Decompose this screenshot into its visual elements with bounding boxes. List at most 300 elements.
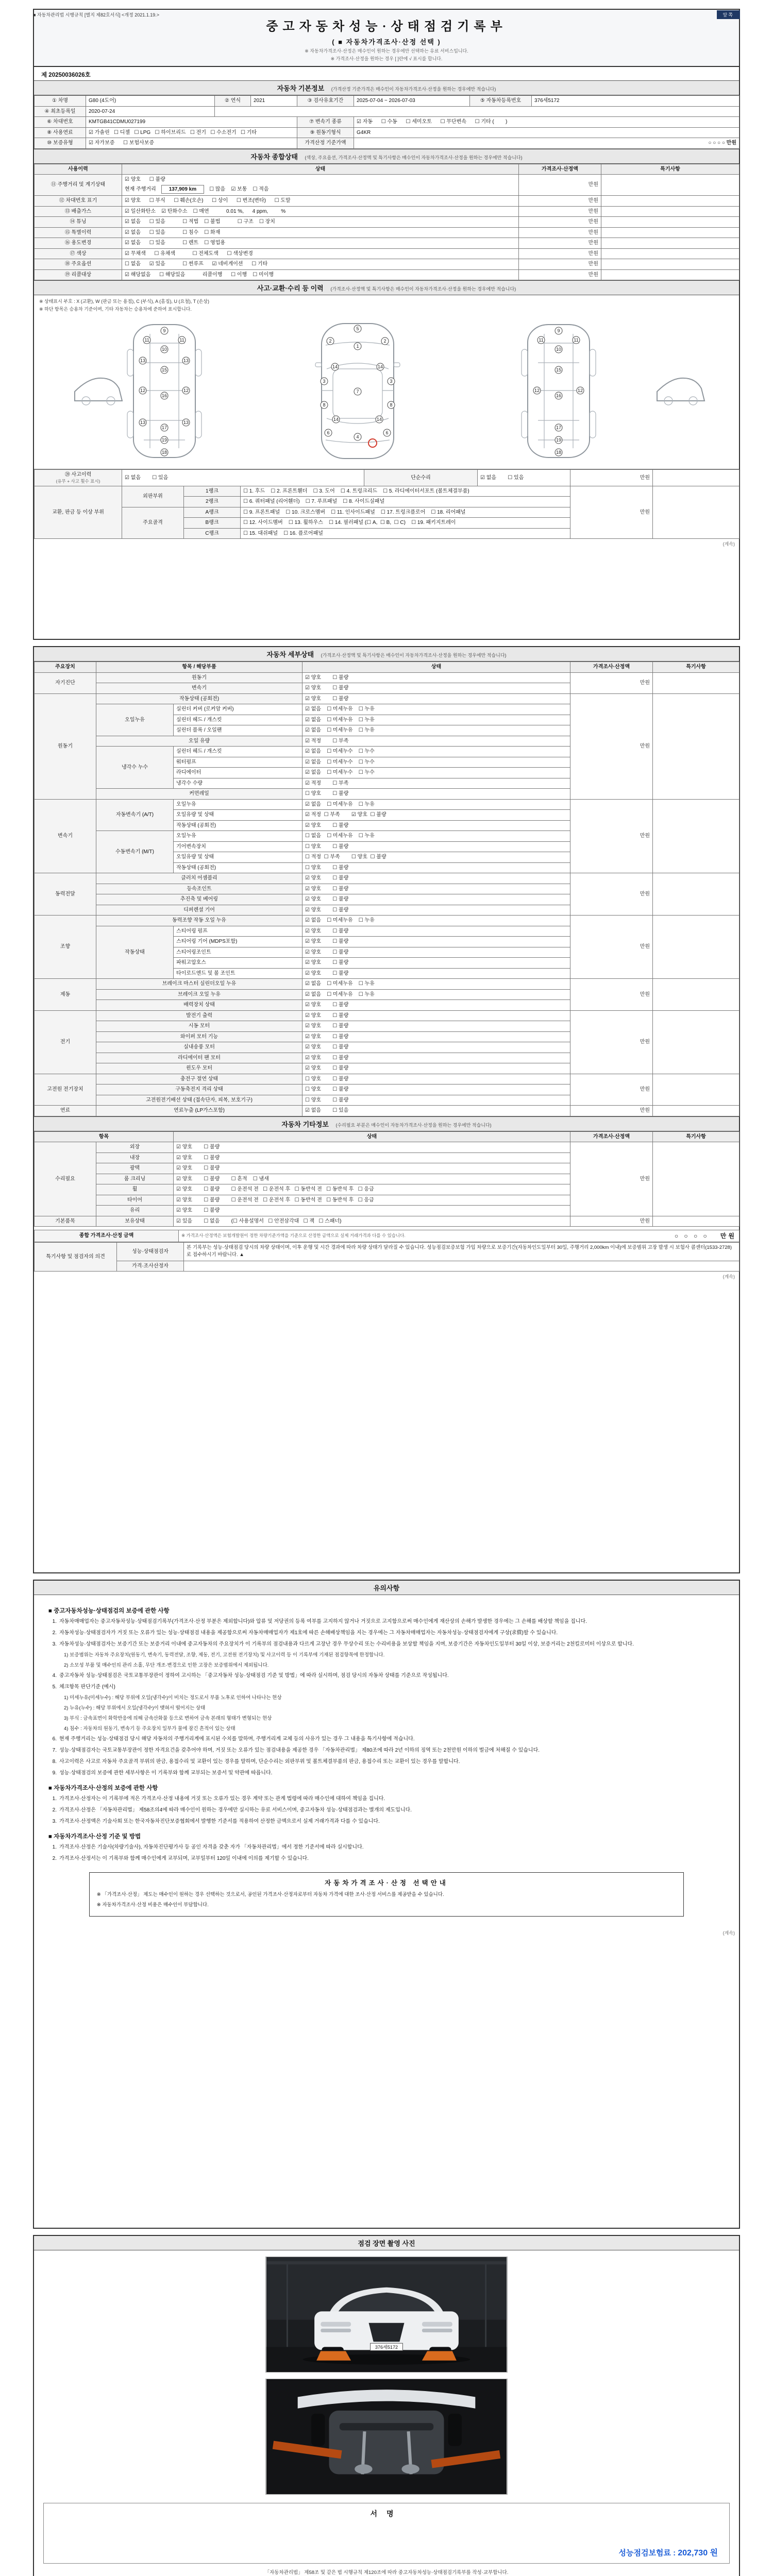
overall-row-label: ⑲ 리콜대상 (35, 269, 122, 280)
detail-status[interactable]: ☑ 양호 ☐ 불량 (303, 926, 570, 937)
fee-value: 202,730 원 (678, 2549, 718, 2557)
detail-subitem: 오일유량 및 상태 (174, 852, 303, 863)
license-plate-number: 376세5172 (375, 2344, 398, 2350)
section-etc-note: (수리필요 부분은 매수인이 자동차가격조사·산정을 원하는 경우에만 적습니다) (335, 1122, 492, 1128)
etc-row (35, 1142, 740, 1153)
col-header-status: 상태 (122, 164, 519, 175)
etc-status[interactable]: ☑ 양호 ☐ 불량 ☐ 운전석 전 ☐ 운전석 후 ☐ 동반석 전 ☐ 동반석 후 ☐ 응급 (174, 1195, 570, 1206)
detail-row (35, 1010, 740, 1021)
part-marker-number: 2 (383, 338, 386, 344)
section-photos-header (34, 2236, 739, 2250)
notice-item (48, 1769, 725, 1777)
detail-device: 전기 (35, 1010, 96, 1074)
appraiser-opinion-text (184, 1261, 740, 1272)
etc-item: 휠 (96, 1184, 174, 1195)
detail-device: 조향 (35, 916, 96, 979)
detail-item: 브레이크 오일 누유 (96, 989, 303, 1000)
notice-item-text: 가격조사·산정액은 기술사회 또는 한국자동차진단보증협회에서 발행한 기준서를 적용하여 산정한 금액으로서 실제 거래가격과 다를 수 있습니다. (59, 1819, 380, 1825)
part-marker-number: 13 (183, 358, 189, 363)
right-tire (448, 2414, 462, 2446)
signature-label: 서명 (370, 2510, 403, 2518)
detail-status[interactable]: ☑ 양호 ☐ 불량 (303, 1000, 570, 1011)
notice-item-no: 6. (52, 1736, 57, 1742)
section-overall-note: (색상, 주요옵션, 가격조사·산정액 및 특기사항은 매수인이 자동차가격조사·산정을 원하는 경우에만 적습니다) (305, 155, 523, 160)
detail-remark (653, 916, 740, 979)
notice-item (48, 1640, 725, 1649)
detail-item: 변속기 (96, 683, 303, 694)
overall-status-checks[interactable]: ☐ 없음 ☑ 있음 ☐ 썬루프 ☑ 네비게이션 ☐ 기타 (125, 261, 268, 267)
etc-status[interactable]: ☑ 양호 ☐ 불량 ☐ 흔적 ☐ 냄새 (174, 1174, 570, 1184)
rank1-parts[interactable]: ☐ 1. 후드 ☐ 2. 프론트휀더 ☐ 3. 도어 ☐ 4. 트렁크리드 ☐ 5. 라디에이터서포트 (볼트체결부품) (241, 486, 570, 497)
overall-row-price: 만원 (519, 238, 601, 249)
detail-status[interactable]: ☐ 양호 ☐ 불량 (303, 841, 570, 852)
field-value-inspection: 2025-07-04 ~ 2026-07-03 (354, 96, 470, 107)
detail-item: 윈도우 모터 (96, 1063, 303, 1074)
notice-subitem: 2) 소모성 부품 및 매수인의 관리 소홀, 무단 개조·변경으로 인한 고장은 보증범위에서 제외됩니다. (64, 1662, 269, 1668)
col-header-item: 사용이력 (35, 164, 122, 175)
detail-subitem: 실린더 커버 (로커암 커버) (174, 704, 303, 715)
notice-item-text: 체크항목 판단기준 (예시) (59, 1684, 115, 1690)
col-header-device: 주요장치 (35, 662, 96, 673)
notice-item (48, 1672, 725, 1680)
section-basic-header (34, 80, 739, 95)
overall-status-checks[interactable]: ☑ 양호 ☐ 부식 ☐ 훼손(오손) ☐ 상이 ☐ 변조(변타) ☐ 도말 (125, 198, 291, 204)
rankC-label: C랭크 (184, 528, 241, 539)
detail-status[interactable]: ☑ 적정 ☐ 부족 ☑ 양호 ☐ 불량 (303, 810, 570, 821)
exchange-label: 교환, 판금 등 이상 부위 (35, 486, 122, 539)
notice-item (48, 1806, 725, 1815)
notice-item (48, 1795, 725, 1803)
detail-subitem: 실린더 헤드 / 개스킷 (174, 747, 303, 757)
detail-status[interactable]: ☑ 없음 ☐ 미세누수 ☐ 누수 (303, 757, 570, 768)
rank1-label: 1랭크 (184, 486, 241, 497)
form-reference: ■ 자동차관리법 시행규칙 [별지 제82호서식] <개정 2021.1.19.> (33, 12, 159, 18)
field-label-regno: ⑤ 자동차등록번호 (470, 96, 532, 107)
empty-cell (215, 106, 740, 117)
field-label-baseprice: 가격산정 기준가액 (297, 138, 354, 149)
detail-item: 시동 모터 (96, 1021, 303, 1032)
detail-status[interactable]: ☑ 없음 ☐ 미세누유 ☐ 누유 (303, 979, 570, 990)
opinion-label: 특기사항 및 점검자의 의견 (35, 1243, 117, 1272)
etc-status[interactable]: ☑ 양호 ☐ 불량 (174, 1153, 570, 1163)
overall-status-checks[interactable]: ☑ 무채색 ☐ 유채색 ☐ 전체도색 ☐ 색상변경 (125, 250, 253, 257)
accident-history-sub: (유무 + 사고 횟수 표시) (56, 478, 100, 484)
overall-row-price: 만원 (519, 206, 601, 217)
col-header-remark: 특기사항 (653, 662, 740, 673)
detail-status[interactable]: ☐ 양호 ☐ 불량 (303, 1084, 570, 1095)
detail-device: 자기진단 (35, 672, 96, 693)
table-row (35, 486, 740, 497)
overall-status-checks[interactable]: ☑ 없음 ☐ 있음 ☐ 렌트 ☐ 영업용 (125, 240, 226, 246)
detail-item: 오일 유량 (96, 736, 303, 747)
overall-row-status[interactable] (122, 217, 519, 228)
sheet-2 (33, 646, 740, 1573)
detail-subitem: 실린더 블록 / 오일팬 (174, 725, 303, 736)
price-appraisal-guide-box (89, 1872, 684, 1916)
detail-price: 만원 (570, 873, 653, 916)
detail-row (35, 979, 740, 990)
muffler-left (355, 2464, 372, 2473)
field-label-inspection: ③ 검사유효기간 (297, 96, 354, 107)
field-label-warranty: ⑩ 보증유형 (35, 138, 86, 149)
detail-status[interactable]: ☐ 적정 ☐ 부족 ☐ 양호 ☐ 불량 (303, 852, 570, 863)
etc-status[interactable]: ☑ 양호 ☐ 불량 (174, 1142, 570, 1153)
right-headlight (422, 2322, 452, 2327)
underbody-panel (329, 2411, 444, 2475)
col-header-status: 상태 (174, 1131, 570, 1142)
inspection-photo-front (265, 2257, 508, 2372)
part-marker-number: 5 (356, 326, 359, 331)
col-header-status: 상태 (303, 662, 570, 673)
detail-item: 냉각수 누수 (96, 747, 174, 789)
inspection-insurance-fee (618, 2546, 718, 2558)
detail-status[interactable]: ☑ 없음 ☐ 있음 (303, 1106, 570, 1116)
notice-body (34, 1595, 739, 1928)
part-marker-number: 12 (534, 388, 540, 393)
exchange-price: 만원 (570, 486, 653, 539)
part-marker-number: 11 (144, 337, 149, 343)
notice-heading: ■ 자동차가격조사·산정의 보증에 관한 사항 (48, 1785, 158, 1792)
detail-status[interactable]: ☑ 없음 ☐ 미세누유 ☐ 누유 (303, 799, 570, 810)
notice-item (48, 1747, 725, 1755)
overall-row-remark (601, 269, 740, 280)
detail-subitem: 작동상태 (공회전) (174, 820, 303, 831)
detail-row (35, 672, 740, 683)
basic-items-status[interactable]: ☑ 있음 ☐ 없음 (☐ 사용설명서 ☐ 안전삼각대 ☐ 잭 ☐ 스패너) (174, 1216, 570, 1227)
table-row (35, 106, 740, 117)
detail-price: 만원 (570, 1074, 653, 1106)
part-marker-number: 14 (332, 364, 338, 369)
col-header-remark: 특기사항 (601, 164, 740, 175)
accident-legend (34, 295, 739, 469)
col-header-price: 가격조사·산정액 (570, 1131, 653, 1142)
overall-row-label: ⑱ 주요옵션 (35, 259, 122, 270)
detail-price: 만원 (570, 672, 653, 693)
notice-item-no: 3. (52, 1641, 57, 1647)
sideview (75, 378, 122, 405)
detail-status[interactable]: ☐ 없음 ☐ 미세누유 ☐ 누유 (303, 831, 570, 842)
detail-status[interactable]: ☑ 없음 ☐ 미세누유 ☐ 누유 (303, 715, 570, 725)
detail-status[interactable]: ☑ 양호 ☐ 불량 (303, 905, 570, 916)
col-header-item: 항목 / 해당부품 (96, 662, 303, 673)
detail-status[interactable]: ☑ 양호 ☐ 불량 (303, 1031, 570, 1042)
notice-item-no: 5. (52, 1684, 57, 1690)
notice-item-no: 8. (52, 1759, 57, 1765)
guide-box-text-2: ※ 자동차가격조사·산정 비용은 매수인이 부담합니다. (96, 1902, 209, 1908)
detail-status[interactable]: ☑ 양호 ☐ 불량 (303, 820, 570, 831)
field-label-firstreg: ④ 최초등록일 (35, 106, 86, 117)
detail-status[interactable]: ☑ 양호 ☐ 불량 (303, 947, 570, 958)
detail-status[interactable]: ☐ 양호 ☐ 불량 (303, 1095, 570, 1106)
etc-item: 유리 (96, 1206, 174, 1216)
notice-item-text: 가격조사·산정은 「자동차관리법」 제58조의4에 따라 매수인이 원하는 경우에만 실시하는 유료 서비스이며, 중고자동차 성능·상태점검과는 별개의 제도입니다. (59, 1807, 412, 1814)
notice-item-text: 가격조사·산정서는 이 기록부와 함께 매수인에게 교부되며, 교부일부터 120일 이내에 이의를 제기할 수 있습니다. (59, 1856, 309, 1862)
detail-subitem: 라디에이터 (174, 768, 303, 778)
detail-status[interactable]: ☑ 양호 ☐ 불량 (303, 968, 570, 979)
detail-remark (653, 1106, 740, 1116)
detail-price: 만원 (570, 693, 653, 799)
section-accident-note: (가격조사·산정액 및 특기사항은 매수인이 자동차가격조사·산정을 원하는 경우에만 적습니다) (330, 286, 516, 292)
detail-device: 원동기 (35, 693, 96, 799)
front-grille (369, 2323, 405, 2342)
overall-status-checks[interactable]: ☑ 일산화탄소 ☑ 탄화수소 ☐ 매연 0.01 %, 4 ppm, % (125, 208, 286, 214)
field-label-engine: ⑨ 원동기형식 (297, 127, 354, 138)
detail-status[interactable]: ☑ 양호 ☐ 불량 (303, 1010, 570, 1021)
legal-footer-line-1: 「자동차관리법」 제58조 및 같은 법 시행규칙 제120조에 따라 중고자동차성능·상태점검기록부를 작성·교부합니다. (264, 2570, 509, 2575)
overall-row-status[interactable] (122, 248, 519, 259)
detail-price: 만원 (570, 979, 653, 1011)
part-marker-number: 14 (377, 364, 383, 369)
part-marker-number: 6 (385, 430, 389, 435)
detail-status[interactable]: ☑ 양호 ☐ 불량 (303, 937, 570, 947)
etc-price: 만원 (570, 1142, 653, 1216)
overall-row-remark (601, 196, 740, 207)
detail-row (35, 693, 740, 704)
table-row (35, 127, 740, 138)
part-marker-number: 11 (179, 337, 184, 343)
detail-status[interactable]: ☑ 없음 ☐ 미세누수 ☐ 누수 (303, 747, 570, 757)
overall-row-status[interactable] (122, 259, 519, 270)
notice-item-no: 7. (52, 1748, 57, 1754)
detail-device: 고전원 전기장치 (35, 1074, 96, 1106)
mileage-label: 현재 주행거리 (125, 186, 156, 192)
rank2-parts[interactable]: ☐ 6. 쿼터패널 (리어휀더) ☐ 7. 루프패널 ☐ 8. 사이드실패널 (241, 497, 570, 507)
section-accident-header (34, 280, 739, 295)
detail-status[interactable]: ☑ 양호 ☐ 불량 (303, 1063, 570, 1074)
detail-status[interactable]: ☐ 양호 ☐ 불량 (303, 789, 570, 800)
field-value-fuel[interactable]: ☑ 가솔린 ☐ 디젤 ☐ LPG ☐ 하이브리드 ☐ 전기 ☐ 수소전기 ☐ 기타 (86, 127, 297, 138)
final-price-cell (179, 1230, 740, 1242)
rankC-parts[interactable]: ☐ 15. 대쉬패널 ☐ 16. 플로어패널 (241, 528, 570, 539)
detail-subitem: 오일누유 (174, 831, 303, 842)
overall-row (35, 196, 740, 207)
field-label-fuel: ⑧ 사용연료 (35, 127, 86, 138)
part-marker-number: 11 (574, 337, 579, 343)
lift-ramp-left (316, 2351, 351, 2360)
overall-status-checks[interactable]: ☑ 양호 ☐ 불량 (125, 177, 165, 182)
notice-item-no: 2. (52, 1630, 57, 1636)
detail-status[interactable]: ☑ 없음 ☐ 미세누수 ☐ 누수 (303, 768, 570, 778)
detail-remark (653, 799, 740, 873)
detail-item: 디퍼렌셜 기어 (96, 905, 303, 916)
detail-status[interactable]: ☑ 적정 ☐ 부족 (303, 736, 570, 747)
overall-row-status[interactable] (122, 269, 519, 280)
notice-item (48, 1683, 725, 1691)
final-price-label: 종합 가격조사·산정 금액 (35, 1230, 179, 1242)
overall-row-label: ⑬ 배출가스 (35, 206, 122, 217)
detail-subitem: 워터펌프 (174, 757, 303, 768)
etc-status[interactable]: ☑ 양호 ☐ 불량 (174, 1163, 570, 1174)
detail-subitem: 스티어링 펌프 (174, 926, 303, 937)
notice-item-no: 2. (52, 1807, 57, 1814)
marker-layer (139, 325, 584, 456)
sideview-right (657, 378, 704, 405)
detail-item: 원동기 (96, 672, 303, 683)
accident-history-status[interactable]: ☑ 없음 ☐ 있음 (122, 470, 364, 486)
etc-status[interactable]: ☑ 양호 ☐ 불량 (174, 1206, 570, 1216)
notice-item (48, 1629, 725, 1637)
detail-status[interactable]: ☑ 적정 ☐ 부족 (303, 778, 570, 789)
part-marker-number: 12 (577, 388, 583, 393)
field-value-regno: 376세5172 (532, 96, 740, 107)
cross-member (340, 2423, 433, 2430)
accident-mark (368, 439, 377, 447)
detail-status[interactable]: ☑ 양호 ☐ 불량 (303, 1053, 570, 1063)
overall-row-label: ⑰ 색상 (35, 248, 122, 259)
notice-item-no: 1. (52, 1844, 57, 1851)
signature-box[interactable] (43, 2503, 730, 2564)
detail-item: 구동축전지 격리 상태 (96, 1084, 303, 1095)
detail-subitem: 스티어링 기어 (MDPS포함) (174, 937, 303, 947)
final-price-table (34, 1230, 740, 1242)
overall-row-label: ⑯ 용도변경 (35, 238, 122, 249)
part-marker-number: 8 (323, 402, 326, 408)
rankB-parts[interactable]: ☐ 12. 사이드멤버 ☐ 13. 휠하우스 ☐ 14. 필러패널 (☐ A, ☐ B, ☐ C) ☐ 19. 패키지트레이 (241, 518, 570, 529)
detail-status[interactable]: ☑ 양호 ☐ 불량 (303, 1021, 570, 1032)
ceiling-light (266, 2261, 507, 2264)
detail-status[interactable]: ☑ 없음 ☐ 미세누유 ☐ 누유 (303, 725, 570, 736)
simple-repair-status[interactable]: ☑ 없음 ☐ 있음 (478, 470, 570, 486)
legal-footer (34, 2564, 739, 2576)
overall-row-price: 만원 (519, 227, 601, 238)
inspection-photo-underbody (265, 2379, 508, 2495)
notice-item-text: 현재 주행거리는 성능·상태점검 당시 해당 자동차의 주행거리계에 표시된 수치를 말하며, 주행거리계 교체 등의 사유가 있는 경우 그 내용을 특기사항에 적습니다. (59, 1736, 415, 1742)
overall-row (35, 206, 740, 217)
notice-item-text: 자동차성능·상태점검자는 보증기간 또는 보증거리 이내에 중고자동차의 주요장치가 이 기록부의 점검내용과 다르게 고장난 경우 무상수리 또는 수리비용을 보상할 책임을 지며, 보증기간은 자동차인도일부터 30일 이상, 보증거리는 2천킬로미터 이상으로 합니다. (59, 1641, 634, 1647)
notice-item (48, 1855, 725, 1863)
detail-item: 동력조향 작동 오일 누유 (96, 916, 303, 926)
overall-row-remark (601, 227, 740, 238)
overall-row-remark (601, 217, 740, 228)
detail-row (35, 916, 740, 926)
field-value-year: 2021 (251, 96, 297, 107)
notice-subitem: 2) 누유(누수) : 해당 부위에서 오일(냉각수)이 맺혀서 떨어지는 상태 (64, 1705, 206, 1711)
notice-item-no: 1. (52, 1619, 57, 1624)
exchange-remark (653, 486, 740, 539)
final-price-value: ○ ○ ○ ○ 만원 (674, 1232, 736, 1240)
detail-status[interactable]: ☑ 양호 ☐ 불량 (303, 672, 570, 683)
overall-row-remark (601, 238, 740, 249)
notice-subitem: 4) 침수 : 자동차의 원동기, 변속기 등 주요장치 일부가 물에 잠긴 흔적이 있는 상태 (64, 1725, 236, 1732)
overall-row-price: 만원 (519, 217, 601, 228)
detail-device: 제동 (35, 979, 96, 1011)
detail-status[interactable]: ☑ 양호 ☐ 불량 (303, 894, 570, 905)
detail-status[interactable]: ☑ 없음 ☐ 미세누유 ☐ 누유 (303, 916, 570, 926)
detail-status[interactable]: ☐ 양호 ☐ 불량 (303, 862, 570, 873)
overall-row-status[interactable] (122, 175, 519, 196)
overall-row-status[interactable] (122, 196, 519, 207)
part-marker-number: 3 (390, 379, 393, 384)
sheet-3 (33, 1580, 740, 2229)
overall-row-status[interactable] (122, 206, 519, 217)
table-header-row (35, 662, 740, 673)
etc-item: 광택 (96, 1163, 174, 1174)
detail-item: 오일누유 (96, 704, 174, 736)
detail-row (35, 873, 740, 884)
section-overall-header (34, 149, 739, 164)
top-strip (33, 10, 740, 19)
detail-item: 등속조인트 (96, 884, 303, 894)
field-label-year: ② 연식 (215, 96, 251, 107)
notice-item-text: 성능·상태점검의 보증에 관한 세부사항은 이 기록부와 함께 교부되는 보증서 및 약관에 따릅니다. (59, 1770, 273, 1776)
notice-item-text: 가격조사·산정자는 이 기록부에 적은 가격조사·산정 내용에 거짓 또는 오류가 있는 경우 계약 또는 관계 법령에 따라 매수인에 대하여 책임을 집니다. (59, 1796, 385, 1802)
field-value-transmission[interactable]: ☑ 자동 ☐ 수동 ☐ 세미오토 ☐ 무단변속 ☐ 기타 ( ) (354, 117, 740, 128)
etc-status[interactable]: ☑ 양호 ☐ 불량 ☐ 운전석 전 ☐ 운전석 후 ☐ 동반석 전 ☐ 동반석 후 ☐ 응급 (174, 1184, 570, 1195)
overall-row (35, 269, 740, 280)
detail-status[interactable]: ☑ 양호 ☐ 불량 (303, 693, 570, 704)
table-row (35, 1261, 740, 1272)
detail-status[interactable]: ☑ 양호 ☐ 불량 (303, 683, 570, 694)
notice-item-no: 4. (52, 1673, 57, 1679)
detail-status[interactable]: ☐ 양호 ☐ 불량 (303, 1074, 570, 1084)
right-mirror (394, 363, 400, 367)
mileage-usage-checks[interactable]: ☐ 많음 ☑ 보통 ☐ 적음 (209, 186, 269, 192)
etc-remark (653, 1142, 740, 1216)
guide-box-title: 자동차가격조사·산정 선택안내 (325, 1879, 448, 1887)
table-row (35, 470, 740, 486)
overall-state-table (34, 164, 740, 281)
notice-item (48, 1735, 725, 1743)
detail-status[interactable]: ☑ 없음 ☐ 미세누유 ☐ 누유 (303, 704, 570, 715)
mileage-line (125, 185, 516, 194)
overall-row-status[interactable] (122, 238, 519, 249)
table-row (35, 1230, 740, 1242)
rank2-label: 2랭크 (184, 497, 241, 507)
outer-panel-label: 외판부위 (122, 486, 184, 507)
diagram-note: ※ 하단 항목은 승용차 기준이며, 기타 자동차는 승용차에 준하여 표시합니다. (39, 307, 192, 312)
detail-item: 라디에이터 팬 모터 (96, 1053, 303, 1063)
page-side-badge[interactable]: 앞쪽 (717, 10, 740, 19)
overall-row-status[interactable] (122, 227, 519, 238)
overall-status-checks[interactable]: ☑ 없음 ☐ 있음 ☐ 침수 ☐ 화재 (125, 229, 221, 235)
section-detail-note: (가격조사·산정액 및 특기사항은 매수인이 자동차가격조사·산정을 원하는 경우에만 적습니다) (321, 653, 507, 658)
detail-status[interactable]: ☑ 없음 ☐ 미세누유 ☐ 누유 (303, 989, 570, 1000)
overall-row-label: ⑫ 차대번호 표기 (35, 196, 122, 207)
notice-item-text: 성능·상태점검자는 국토교통부장관이 정한 자격요건을 갖추어야 하며, 거짓 또는 오류가 있는 점검내용을 제공한 경우 「자동차관리법」 제80조에 따라 2년 이하의 징역 또는 2천만원 이하의 벌금에 처해질 수 있습니다. (59, 1748, 540, 1754)
table-header-row (35, 1131, 740, 1142)
document-note-2: ※ 가격조사·산정을 원하는 경우 [ ]란에 √ 표시를 합니다. (330, 56, 443, 61)
detail-item: 작동상태 (공회전) (96, 693, 303, 704)
inspector-opinion-text: 본 기록부는 성능·상태점검 당시의 차량 상태이며, 이후 운행 및 시간 경과에 따라 차량 상태가 달라질 수 있습니다. 성능점검보증보험 가입 차량으로 보증기간(자동차인도일부터 30일, 주행거리 2,000km 이내)에 보증범위 고장 발생 시 보험사 콜센터(1533-2728)로 접수하시기 바랍니다. ▲ (184, 1243, 740, 1261)
detail-status[interactable]: ☑ 양호 ☐ 불량 (303, 958, 570, 969)
part-marker-number: 16 (161, 393, 167, 398)
overall-row-label: ⑮ 특별이력 (35, 227, 122, 238)
detail-status[interactable]: ☑ 양호 ☐ 불량 (303, 873, 570, 884)
notice-item-text: 자동차매매업자는 중고자동차성능·상태점검기록부(가격조사·산정 부분은 제외합니다)와 압류 및 저당권의 등록 여부를 고지하지 않거나 거짓으로 고지함으로써 매수인에게 재산상의 손해가 발생한 경우에는 그 손해를 배상할 책임을 집니다. (59, 1619, 587, 1624)
detail-status[interactable]: ☑ 양호 ☐ 불량 (303, 1042, 570, 1053)
rankA-parts[interactable]: ☐ 9. 프론트패널 ☐ 10. 크로스멤버 ☐ 11. 인사이드패널 ☐ 17. 트렁크플로어 ☐ 18. 리어패널 (241, 507, 570, 518)
page-continue-note: (계속) (722, 1274, 735, 1280)
field-value-warranty[interactable]: ☑ 자가보증 ☐ 보험사보증 (86, 138, 297, 149)
overall-status-checks[interactable]: ☑ 해당없음 ☐ 해당있음 리콜이행 ☐ 이행 ☐ 미이행 (125, 272, 274, 278)
detail-device: 연료 (35, 1106, 96, 1116)
table-row (35, 1243, 740, 1261)
detail-status[interactable]: ☑ 양호 ☐ 불량 (303, 884, 570, 894)
notice-heading: ■ 중고자동차성능·상태점검의 보증에 관한 사항 (48, 1608, 170, 1614)
part-marker-number: 16 (556, 393, 562, 398)
notice-subitem: 1) 미세누유(미세누수) : 해당 부위에 오일(냉각수)이 비치는 정도로서 부품 노후로 인하여 나타나는 현상 (64, 1695, 282, 1701)
overall-row (35, 227, 740, 238)
detail-item: 발전기 출력 (96, 1010, 303, 1021)
section-etc-header (34, 1116, 739, 1131)
col-header-item: 항목 (35, 1131, 174, 1142)
overall-status-checks[interactable]: ☑ 없음 ☐ 있음 ☐ 적법 ☐ 불법 ☐ 구조 ☐ 장치 (125, 219, 275, 225)
lift-ramp-right (422, 2351, 457, 2360)
section-photos-title: 점검 장면 촬영 사진 (358, 2240, 415, 2247)
detail-item: 자동변속기 (A/T) (96, 799, 174, 831)
detail-remark (653, 693, 740, 799)
field-value-engine: G4KR (354, 127, 740, 138)
